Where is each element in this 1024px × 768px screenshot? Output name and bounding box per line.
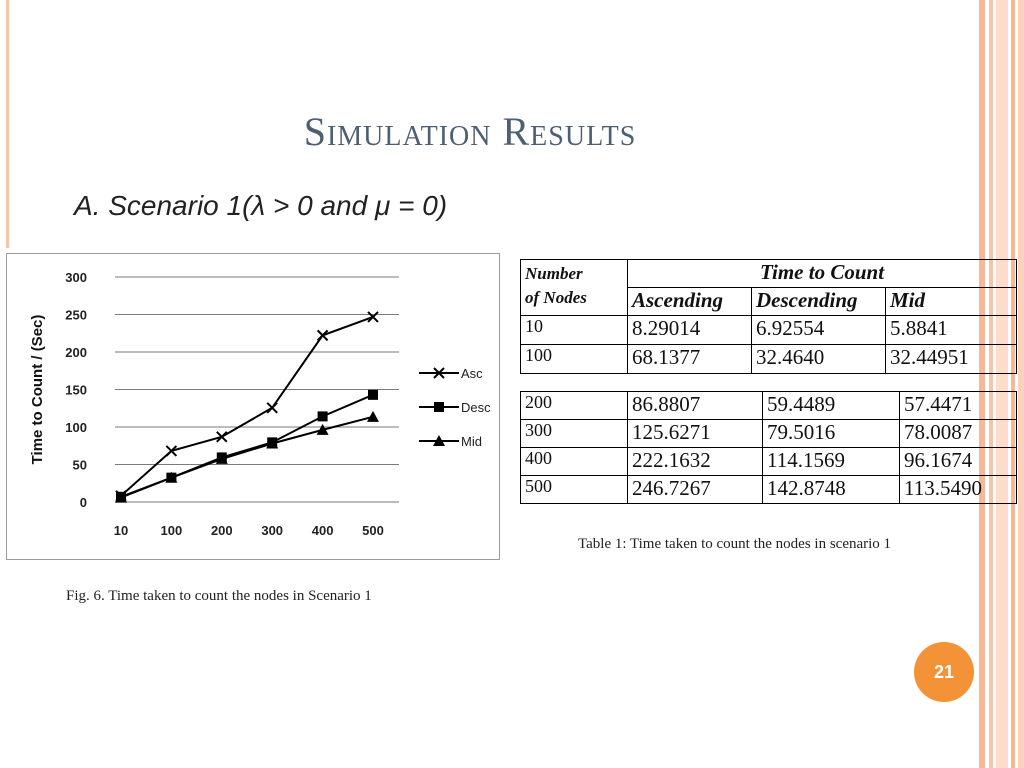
series-line-mid [121,417,373,498]
table-cell: 113.5490 [900,476,1017,504]
series-line-asc [121,317,373,496]
table-cell: 32.4640 [752,345,886,374]
table-cell: 142.8748 [763,476,900,504]
x-tick-label: 400 [311,523,334,538]
table-cell: 79.5016 [763,420,900,448]
y-tick-label: 300 [65,270,87,285]
table-cell: 59.4489 [763,392,900,420]
data-point-asc [267,403,277,413]
table-cell: 86.8807 [628,392,763,420]
x-tick-label: 300 [261,523,284,538]
decorative-stripe [996,0,1008,768]
header-mid: Mid [886,288,1017,316]
data-point-mid [367,411,379,422]
table-cell: 6.92554 [752,316,886,345]
header-time-to-count: Time to Count [628,260,1017,288]
table-cell: 96.1674 [900,448,1017,476]
table-row [521,316,1017,345]
page-number-badge: 21 [914,642,974,702]
table-cell: 246.7267 [628,476,763,504]
legend-marker-desc [434,402,444,412]
table-cell: 78.0087 [900,420,1017,448]
header-ascending: Ascending [628,288,752,316]
y-tick-label: 50 [72,457,87,473]
legend-label-mid: Mid [461,434,482,449]
header-descending: Descending [752,288,886,316]
table-row [521,392,1017,420]
decorative-stripe [1018,0,1024,768]
table-cell: 400 [521,448,628,476]
y-tick-label: 200 [65,345,87,360]
table-header-row [521,260,1017,288]
table-row [521,420,1017,448]
table-cell: 125.6271 [628,420,763,448]
y-tick-label: 100 [65,420,87,435]
header-nodes-line2: of Nodes [525,288,587,307]
header-nodes-line1: Number [525,264,583,283]
decorative-stripe [1011,0,1015,768]
line-chart [6,253,500,560]
table-cell: 300 [521,420,628,448]
table-caption: Table 1: Time taken to count the nodes in scenario 1 [578,536,892,552]
table-row [521,345,1017,374]
results-table-top [520,259,1017,374]
x-tick-label: 100 [160,523,183,538]
table-cell: 5.8841 [886,316,1017,345]
y-tick-label: 0 [79,495,87,510]
results-table-bottom [520,391,1017,504]
table-cell: 68.1377 [628,345,752,374]
series-line-desc [121,395,373,497]
x-tick-label: 500 [362,523,384,538]
header-number-of-nodes [521,260,628,316]
table-cell: 114.1569 [763,448,900,476]
slide-title: Simulation Results [303,109,637,154]
table-cell: 8.29014 [628,316,752,345]
data-point-desc [368,390,378,400]
legend-label-desc: Desc [461,400,491,415]
x-tick-label: 200 [210,523,233,538]
y-tick-label: 150 [65,382,87,398]
table-cell: 32.44951 [886,345,1017,374]
table-cell: 222.1632 [628,448,763,476]
data-point-desc [318,411,328,421]
table-cell: 57.4471 [900,392,1017,420]
data-point-asc [318,330,328,340]
legend-label-asc: Asc [461,366,483,381]
scenario-subtitle: A. Scenario 1(λ > 0 and μ = 0) [74,190,448,221]
table-cell: 10 [521,316,628,345]
chart-svg [7,254,501,561]
table-row [521,448,1017,476]
table-cell: 500 [521,476,628,504]
table-cell: 100 [521,345,628,374]
table-row [521,476,1017,504]
decorative-stripe [989,0,993,768]
decorative-stripe [979,0,985,768]
y-axis-label: Time to Count / (Sec) [29,314,46,465]
x-tick-label: 10 [113,523,129,538]
figure-caption: Fig. 6. Time taken to count the nodes in Scenario 1 [66,588,372,604]
table-cell: 200 [521,392,628,420]
y-tick-label: 250 [65,307,87,323]
data-point-asc [368,312,378,322]
